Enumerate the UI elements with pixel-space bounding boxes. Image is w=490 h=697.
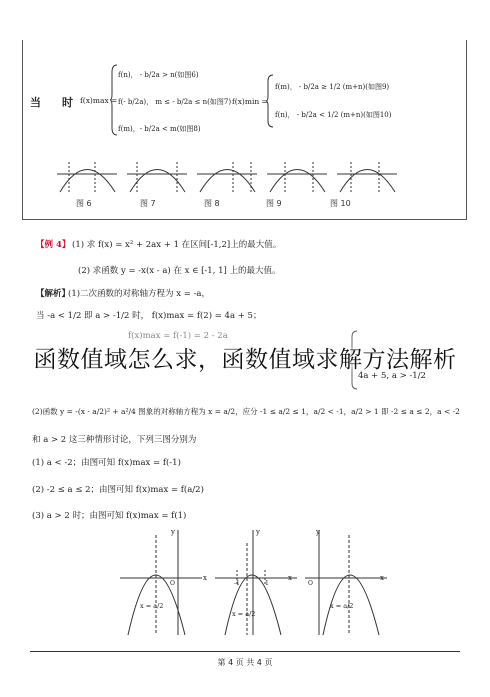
part2-line-2: 和 a > 2 这三种情形讨论，下列三图分别为 (32, 435, 197, 445)
left-border (22, 40, 23, 220)
graph-1 (120, 530, 202, 635)
graph-3 (305, 530, 387, 635)
fmin-lhs: f(x)min = (232, 97, 268, 106)
graph2-y-label: y (256, 528, 260, 536)
graph3-y-label: y (316, 528, 320, 536)
case-2: f(- b/2a)， m ≤ - b/2a ≤ n(如图7) (118, 98, 232, 106)
graph1-origin: O (170, 580, 175, 587)
result-partial: 4a + 5, a > -1/2 (358, 371, 426, 381)
case-4: f(m)， - b/2a ≥ 1/2 (m+n)(如图9) (275, 83, 390, 91)
fig7-caption: 图 7 (140, 199, 156, 208)
question-1: (1) 求 f(x) = x² + 2ax + 1 在区间[-1,2]上的最大值。 (72, 240, 282, 250)
fig6-graph (57, 162, 117, 192)
fig8-caption: 图 8 (204, 199, 220, 208)
graph1-axis-eq: x = a/2 (140, 602, 164, 610)
graph-2 (215, 530, 297, 635)
case-line-3: (3) a > 2 时；由图可知 f(x)max = f(1) (32, 511, 187, 521)
graph3-axis-eq: x = a/2 (330, 602, 354, 610)
footer-rule (30, 651, 460, 652)
page-footer: 第 4 页 共 4 页 (217, 658, 273, 667)
analysis-tag: 【解析】 (36, 289, 71, 299)
fig9-caption: 图 9 (266, 199, 282, 208)
overlay-title: 函数值域怎么求，函数值域求解方法解析 (33, 347, 457, 373)
part2-line-1: (2)函数 y = -(x - a/2)² + a²/4 图象的对称轴方程为 x = a/2，应分 -1 ≤ a/2 ≤ 1，a/2 < -1，a/2 > 1 即 -2 ≤ a ≤ 2，a < -2 (32, 407, 460, 416)
case-3: f(m)，- b/2a < m(如图8) (118, 125, 201, 133)
fig10-caption: 图 10 (330, 199, 351, 208)
fig7-graph (127, 162, 187, 192)
fig9-graph (267, 162, 327, 192)
fig8-graph (197, 162, 257, 192)
dang-label: 当 (30, 96, 41, 109)
case-line-2: (2) -2 ≤ a ≤ 2；由图可知 f(x)max = f(a/2) (32, 485, 204, 495)
graph2-one: 1 (265, 580, 269, 587)
question-2: (2) 求函数 y = -x(x - a) 在 x ∈ [-1, 1] 上的最大值。 (78, 266, 281, 276)
answer-2: 当 -a < 1/2 即 a > -1/2 时， f(x)max = f(2) = 4a + 5； (36, 311, 262, 321)
graph3-origin: O (308, 580, 313, 587)
fmax-brace (110, 64, 118, 136)
fmin-brace (266, 74, 274, 128)
fig10-graph (337, 162, 397, 192)
example-tag: 【例 4】 (36, 240, 71, 250)
bottom-graphs (120, 525, 420, 640)
right-border (466, 40, 467, 220)
fig6-caption: 图 6 (76, 199, 92, 208)
graph2-axis-eq: x = a/2 (232, 610, 256, 618)
fmax-lhs: f(x)max = (80, 96, 118, 105)
graph1-y-label: y (171, 528, 175, 536)
case-line-1: (1) a < -2；由图可知 f(x)max = f(-1) (32, 458, 181, 468)
graph2-x-label: x (288, 574, 292, 582)
shi-label: 时 (62, 96, 73, 109)
graph3-x-label: x (380, 574, 384, 582)
top-box-bottom-rule (22, 219, 467, 220)
graph2-neg1: -1 (234, 580, 240, 587)
answer-1: (1)二次函数的对称轴方程为 x = -a， (68, 289, 211, 299)
answer-3-partial: f(x)max = f(-1) = 2 - 2a (128, 331, 228, 341)
case-1: f(n)， - b/2a > n(如图6) (118, 71, 199, 79)
graph1-x-label: x (203, 574, 207, 582)
figures-6-10 (55, 152, 435, 212)
case-5: f(n)， - b/2a < 1/2 (m+n)(如图10) (275, 111, 392, 119)
